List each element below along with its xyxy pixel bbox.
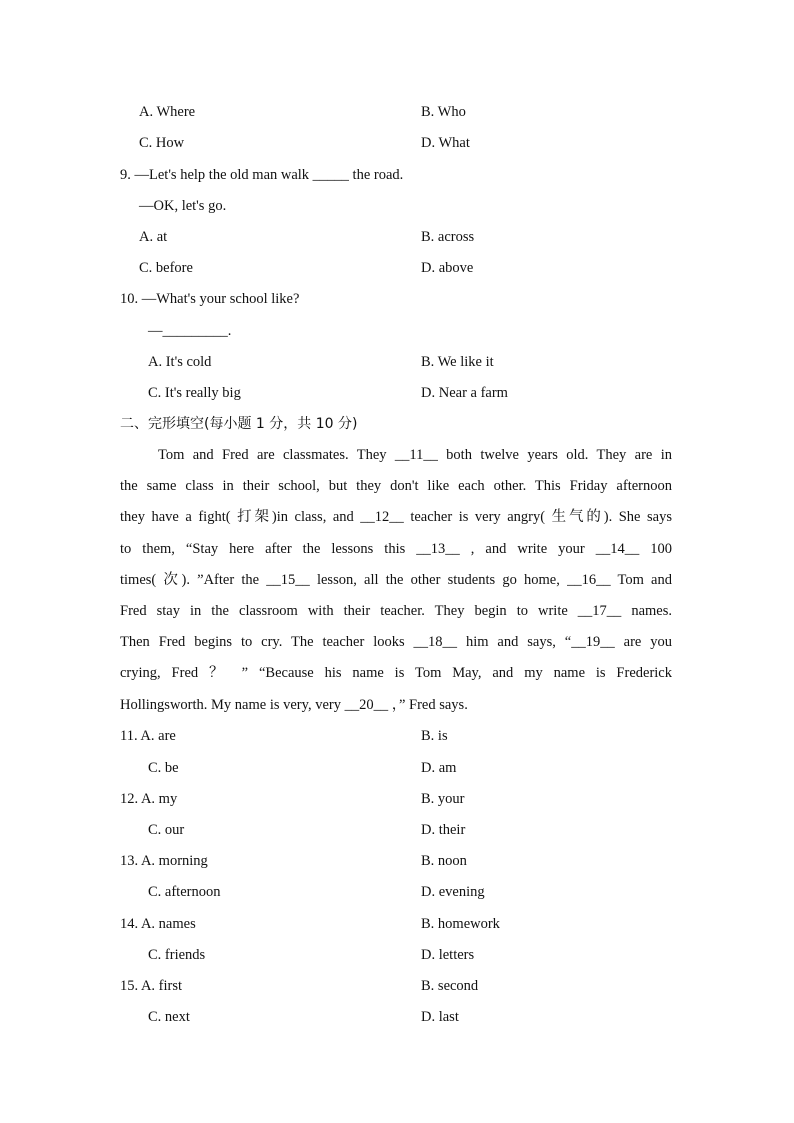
- q9-options-row-2: [0, 257, 794, 279]
- q11-option-b: B. is: [421, 728, 448, 744]
- q9-option-c: C. before: [139, 260, 193, 276]
- q14-options-row-2: [0, 944, 794, 966]
- q9-option-b: B. across: [421, 229, 475, 245]
- q12-option-b: B. your: [421, 791, 465, 807]
- q15-option-a: 15. A. first: [120, 978, 183, 994]
- q9-option-d: D. above: [421, 260, 474, 276]
- q9-reply-row: [0, 195, 794, 217]
- passage-line-2: the same class in their school, but they don't like each other. This Friday afternoon: [120, 478, 672, 495]
- q8-option-b: B. Who: [421, 104, 466, 120]
- passage-line-6: Fred stay in the classroom with their teacher. They begin to write __17__ names.: [120, 602, 672, 619]
- q10-options-row-1: [0, 351, 794, 373]
- q12-options-row-1: [0, 788, 794, 810]
- q15-option-c: C. next: [148, 1009, 190, 1025]
- q10-option-d: D. Near a farm: [421, 385, 508, 401]
- q15-options-row-1: [0, 975, 794, 997]
- passage-line-4: to them, “Stay here after the lessons this __13__ , and write your __14__ 100: [120, 540, 672, 557]
- q8-option-d: D. What: [421, 135, 470, 151]
- q14-option-d: D. letters: [421, 947, 475, 963]
- q8-option-c: C. How: [139, 135, 185, 151]
- q15-option-b: B. second: [421, 978, 479, 994]
- q14-option-a: 14. A. names: [120, 916, 196, 932]
- passage-line-3: they have a fight( 打架)in class, and __12__ teacher is very angry( 生气的). She says: [120, 509, 672, 526]
- q13-option-d: D. evening: [421, 884, 485, 900]
- q8-options-row-2: [0, 132, 794, 154]
- q9-option-a: A. at: [139, 229, 168, 245]
- q10-option-c: C. It's really big: [148, 385, 241, 401]
- q12-option-d: D. their: [421, 822, 466, 838]
- passage-line-9: Hollingsworth. My name is very, very __20__ ，” Fred says.: [120, 696, 468, 713]
- q9-options-row-1: [0, 226, 794, 248]
- q10-option-b: B. We like it: [421, 354, 494, 370]
- q12-option-a: 12. A. my: [120, 791, 178, 807]
- q13-option-c: C. afternoon: [148, 884, 221, 900]
- q15-options-row-2: [0, 1006, 794, 1028]
- q11-option-a: 11. A. are: [120, 728, 176, 744]
- q13-options-row-2: [0, 881, 794, 903]
- q10-reply: —_________.: [148, 323, 232, 339]
- q12-option-c: C. our: [148, 822, 185, 838]
- q11-option-d: D. am: [421, 760, 457, 776]
- passage-line-8: crying, Fred ？ ” “Because his name is Tom May, and my name is Frederick: [120, 665, 672, 682]
- q9-stem: 9. —Let's help the old man walk _____ the road.: [120, 167, 404, 183]
- cloze-passage: [120, 440, 672, 721]
- q10-reply-row: [0, 320, 794, 342]
- q8-option-a: A. Where: [139, 104, 196, 120]
- q11-options-row-2: [0, 757, 794, 779]
- q12-options-row-2: [0, 819, 794, 841]
- q8-options-row-1: [0, 101, 794, 123]
- q15-option-d: D. last: [421, 1009, 459, 1025]
- section-2-title: 二、完形填空(每小题 1 分，共 10 分): [120, 416, 358, 432]
- q13-option-b: B. noon: [421, 853, 467, 869]
- q9-stem-row: [0, 164, 794, 186]
- q10-options-row-2: [0, 382, 794, 404]
- q11-option-c: C. be: [148, 760, 179, 776]
- passage-line-5: times( 次). ”After the __15__ lesson, all the other students go home, __16__ Tom and: [120, 571, 672, 588]
- q14-option-b: B. homework: [421, 916, 500, 932]
- q11-options-row-1: [0, 725, 794, 747]
- q14-options-row-1: [0, 913, 794, 935]
- q10-stem: 10. —What's your school like?: [120, 291, 300, 307]
- q14-option-c: C. friends: [148, 947, 206, 963]
- q9-reply: —OK, let's go.: [139, 198, 227, 214]
- passage-line-7: Then Fred begins to cry. The teacher looks __18__ him and says, “__19__ are you: [120, 634, 672, 651]
- section-2-title-row: [0, 413, 794, 435]
- q13-option-a: 13. A. morning: [120, 853, 208, 869]
- q10-option-a: A. It's cold: [148, 354, 212, 370]
- q10-stem-row: [0, 288, 794, 310]
- passage-line-1: Tom and Fred are classmates. They __11__ both twelve years old. They are in: [158, 447, 672, 463]
- q13-options-row-1: [0, 850, 794, 872]
